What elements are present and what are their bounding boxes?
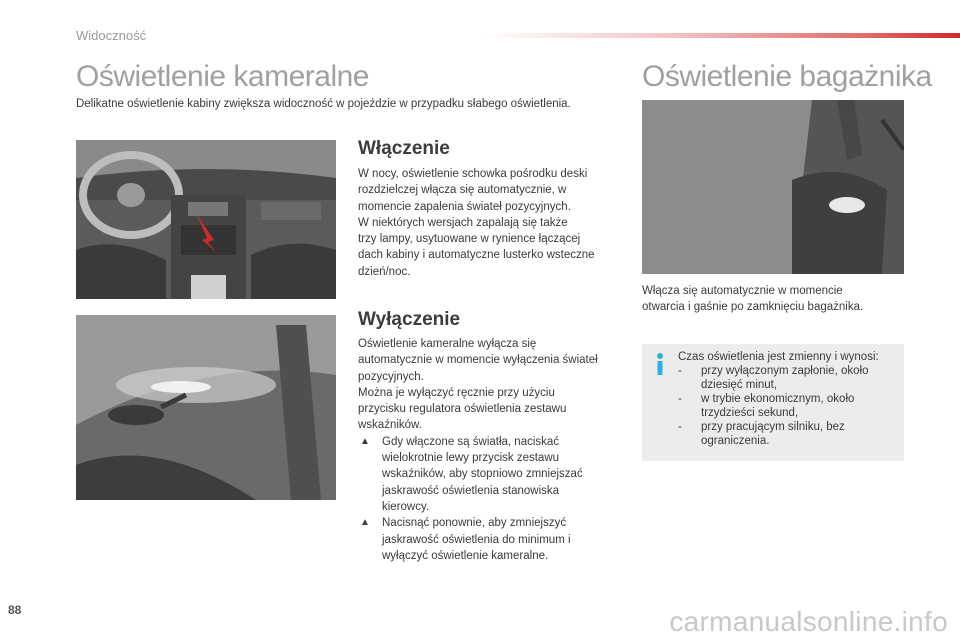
text-line: trzy lampy, usytuowane w rynience łączącej	[358, 233, 581, 246]
text-line: rozdzielczej włącza się automatycznie, w	[358, 184, 567, 197]
text-line: pozycyjnych.	[358, 370, 424, 383]
text-line: przy wyłączonym zapłonie, około	[701, 365, 869, 377]
text-line: Włącza się automatycznie w momencie	[642, 285, 843, 297]
intro-text: Delikatne oświetlenie kabiny zwiększa widoczność w pojeździe w przypadku słabego oświetlenia.	[76, 98, 571, 110]
info-item	[678, 420, 900, 448]
dash-mark: -	[678, 421, 682, 433]
bullet-item	[358, 434, 620, 515]
text-line: dach kabiny i automatyczne lusterko wsteczne	[358, 249, 595, 262]
text-line: ograniczenia.	[701, 435, 770, 447]
dash-mark: -	[678, 365, 682, 377]
text-line: jaskrawość oświetlenia do minimum i	[382, 533, 571, 546]
text-line: otwarcia i gaśnie po zamknięciu bagażnika.	[642, 301, 864, 314]
header-accent-bar	[480, 33, 960, 38]
off-paragraph	[358, 336, 620, 564]
watermark: carmanualsonline.info	[669, 606, 948, 637]
info-item	[678, 364, 900, 392]
text-line: wielokrotnie lewy przycisk zestawu	[382, 452, 560, 465]
bullet-item	[358, 515, 620, 564]
info-box	[642, 344, 904, 461]
text-line: dziesięć minut,	[701, 379, 778, 391]
bullet-arrow-icon: ▲	[360, 435, 370, 447]
text-line: automatycznie w momencie wyłączenia świateł	[358, 354, 598, 367]
info-item	[678, 392, 900, 420]
text-line: w trybie ekonomicznym, około	[701, 393, 855, 405]
text-line: przycisku regulatora oświetlenia zestawu	[358, 403, 567, 416]
dash-mark: -	[678, 393, 682, 405]
text-line: kierowcy.	[382, 500, 430, 513]
trunk-title: Oświetlenie bagażnika	[642, 60, 932, 93]
trunk-photo	[642, 100, 904, 274]
on-paragraph	[358, 166, 620, 280]
text-line: wskaźników, aby stopniowo zmniejszać	[382, 468, 583, 481]
text-line: W niektórych wersjach zapalają się także	[358, 216, 568, 229]
text-line: Oświetlenie kameralne wyłącza się	[358, 338, 537, 350]
on-heading: Włączenie	[358, 138, 450, 159]
text-line: jaskrawość oświetlenia stanowiska	[382, 484, 560, 497]
text-line: W nocy, oświetlenie schowka pośrodku deski	[358, 168, 588, 180]
text-line: Można je wyłączyć ręcznie przy użyciu	[358, 386, 555, 399]
info-icon	[652, 352, 668, 376]
text-line: dzień/noc.	[358, 265, 411, 278]
page-title: Oświetlenie kameralne	[76, 60, 369, 93]
text-line: wyłączyć oświetlenie kameralne.	[382, 549, 549, 562]
text-line: Nacisnąć ponownie, aby zmniejszyć	[382, 517, 567, 530]
text-line: przy pracującym silniku, bez	[701, 421, 845, 433]
text-line: trzydzieści sekund,	[701, 407, 799, 419]
page-number: 88	[8, 603, 22, 617]
info-intro: Czas oświetlenia jest zmienny i wynosi:	[678, 351, 879, 363]
text-line: momencie zapalenia świateł pozycyjnych.	[358, 200, 571, 213]
off-heading: Wyłączenie	[358, 309, 461, 330]
text-line: wskaźników.	[358, 419, 422, 432]
ceiling-light-photo	[76, 315, 336, 500]
trunk-paragraph	[642, 283, 904, 316]
dashboard-photo	[76, 140, 336, 299]
section-header: Widoczność	[76, 28, 147, 43]
bullet-arrow-icon: ▲	[360, 517, 370, 529]
text-line: Gdy włączone są światła, naciskać	[382, 435, 560, 448]
